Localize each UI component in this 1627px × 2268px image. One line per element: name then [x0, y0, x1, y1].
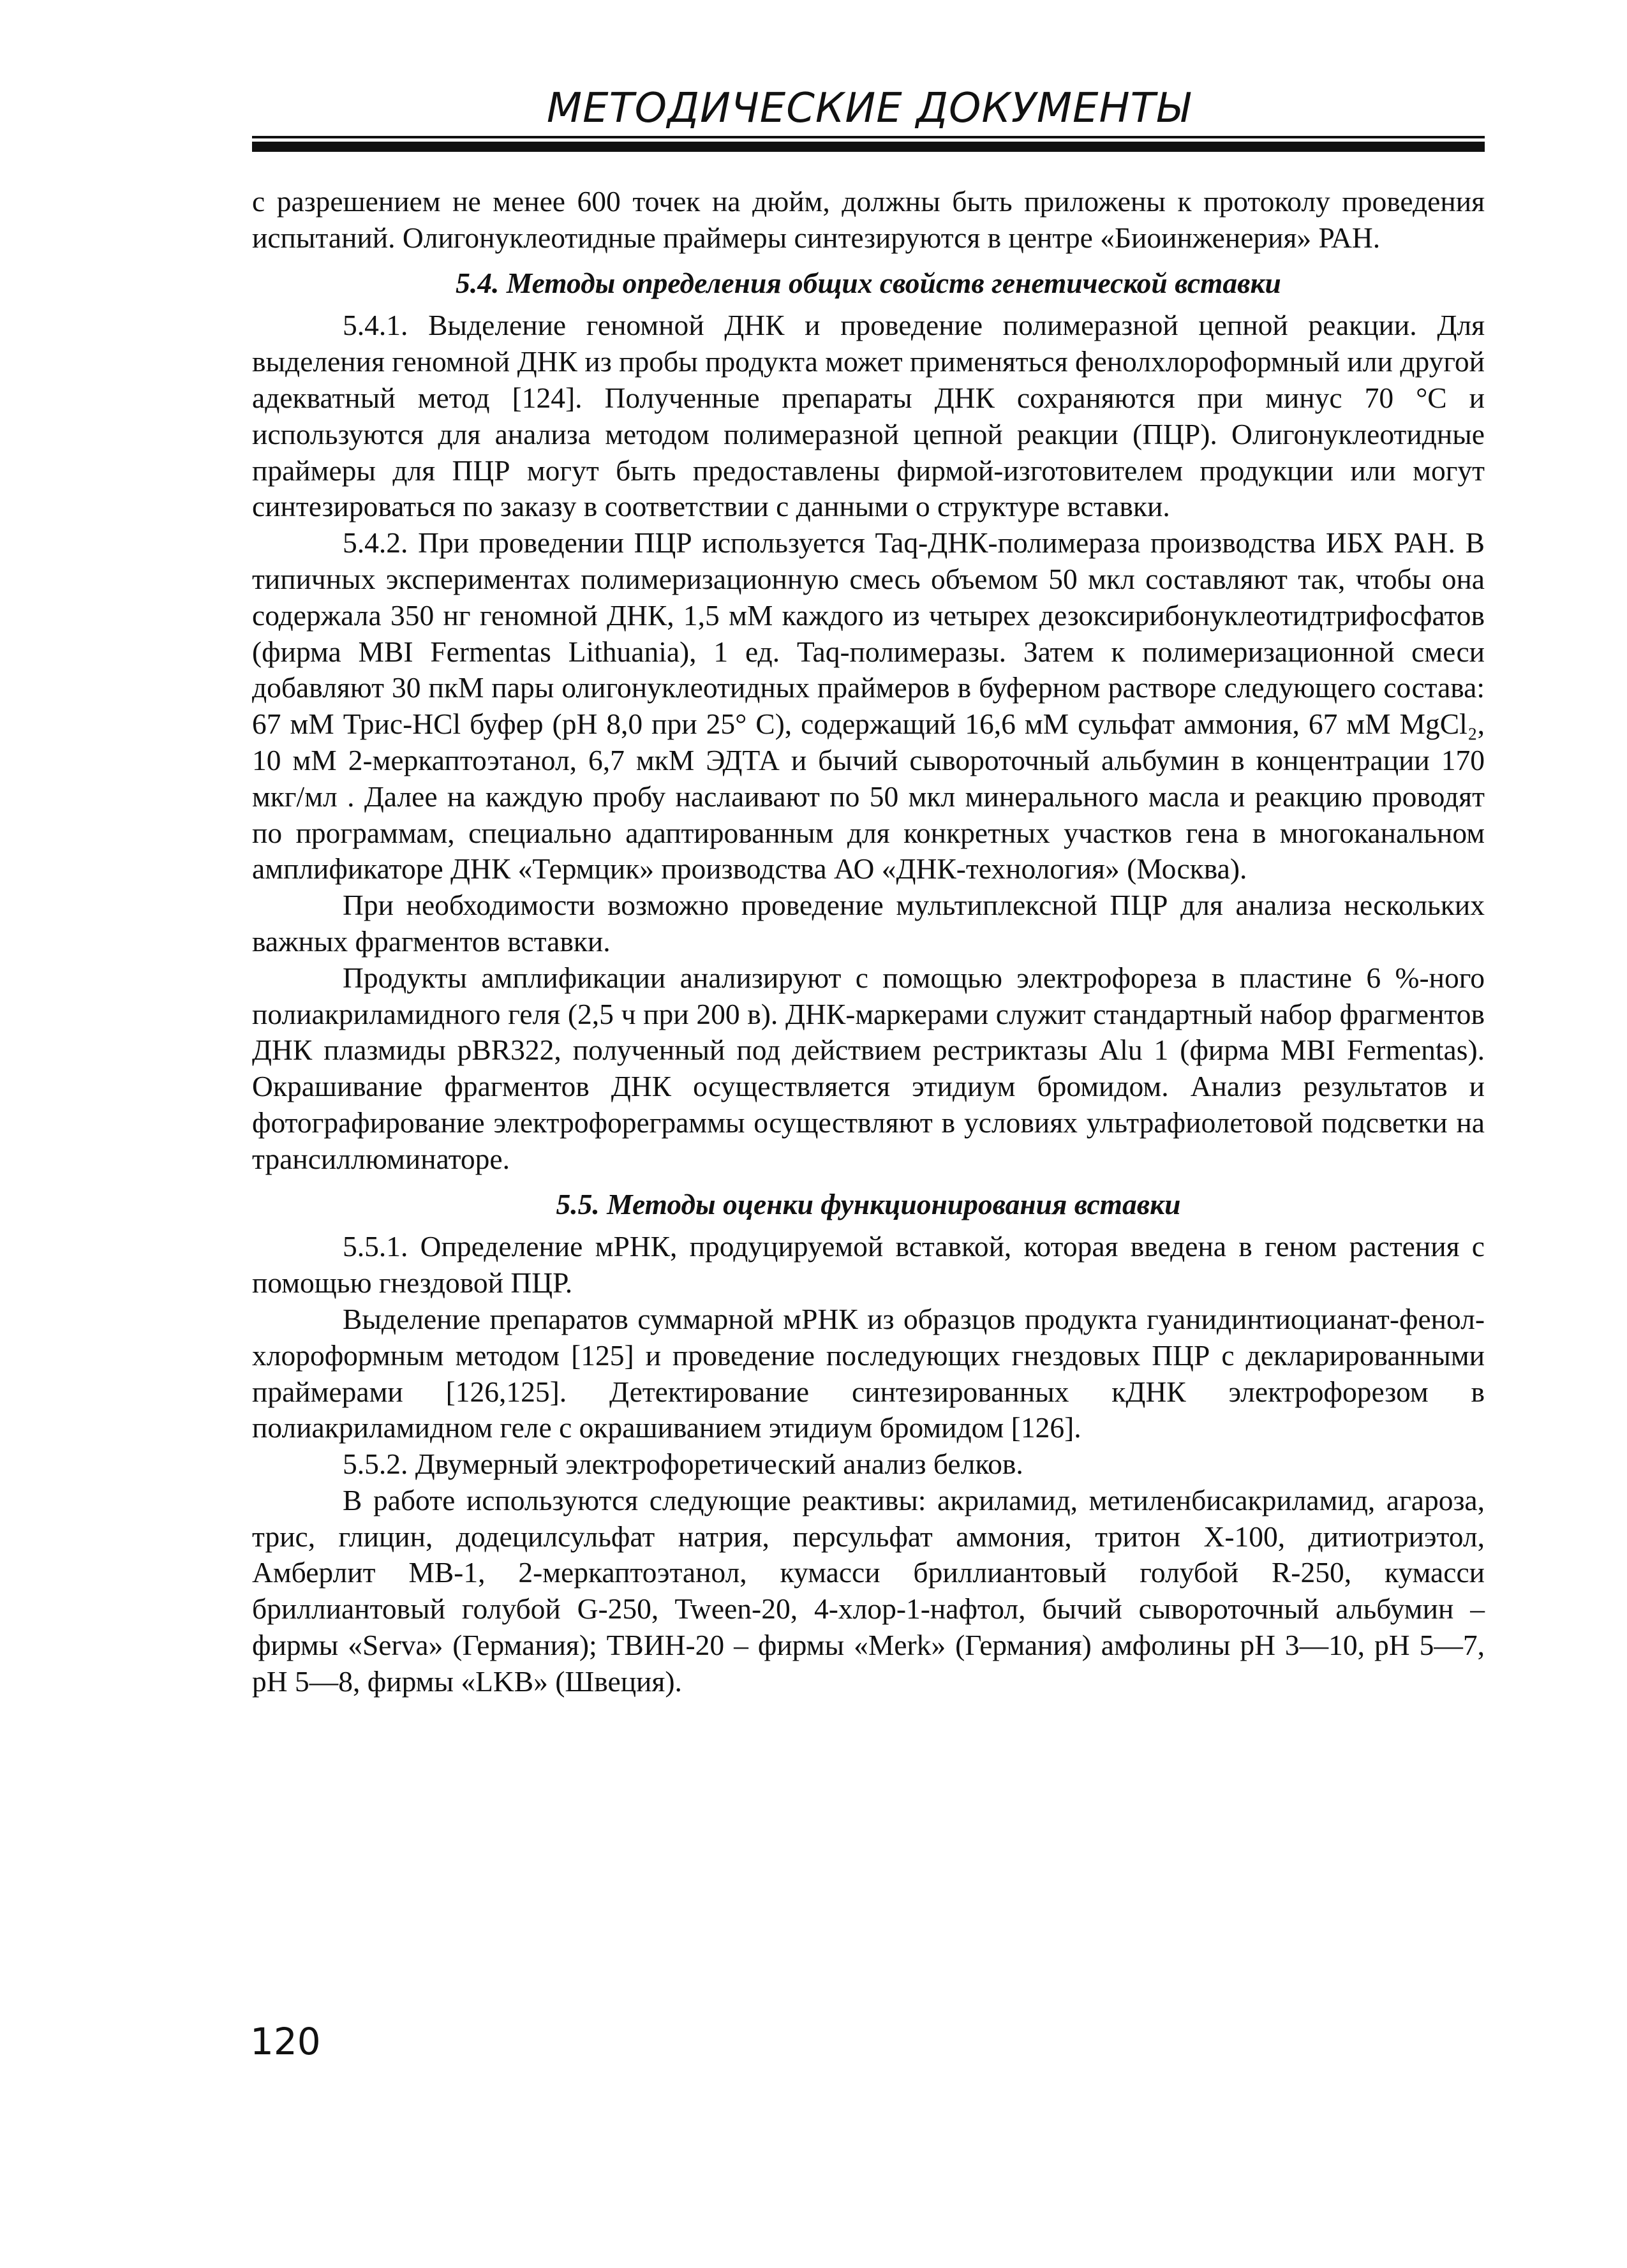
page-number: 120 — [250, 2020, 321, 2063]
paragraph-multiplex-pcr: При необходимости возможно проведение мультиплексной ПЦР для анализа нескольких важных фрагментов вставки. — [252, 889, 1485, 958]
header-rule-thick — [252, 142, 1485, 152]
body-text — [252, 184, 1485, 1700]
section-heading-5-5: 5.5. Методы оценки функционирования вставки — [556, 1187, 1181, 1220]
paragraph-amplification-products: Продукты амплификации анализируют с помощью электрофореза в пластине 6 %-ного полиакриламидного геля (2,5 ч при 200 в). ДНК-маркерами служит стандартный набор фрагментов ДНК плазмиды pBR322, полученный под действием рестриктазы Alu 1 (фирма MBI Fermentas). Окрашивание фрагментов ДНК осуществляется этидиум бромидом. Анализ результатов и фотографирование электрофореграммы осуществляют в условиях ультрафиолетовой подсветки на трансиллюминаторе. — [252, 961, 1485, 1175]
paragraph-reagents: В работе используются следующие реактивы: акриламид, метиленбисакриламид, агароза, трис, глицин, додецилсульфат натрия, персульфат аммония, тритон Х-100, дитиотриэтол, Амберлит МВ-1, 2-меркаптоэтанол, кумасси бриллиантовый голубой R-250, кумасси бриллиантовый голубой G-250, Tween-20, 4-хлор-1-нафтол, бычий сывороточный альбумин – фирмы «Serva» (Германия); ТВИН-20 – фирмы «Merk» (Германия) амфолины рН 3—10, рН 5—7, рН 5—8, фирмы «LKB» (Швеция). — [252, 1483, 1485, 1698]
paragraph-5-5-1: 5.5.1. Определение мРНК, продуцируемой вставкой, которая введена в геном растения с помощью гнездовой ПЦР. — [252, 1230, 1485, 1300]
paragraph-5-4-1: 5.4.1. Выделение геномной ДНК и проведение полимеразной цепной реакции. Для выделения геномной ДНК из пробы продукта может применяться фенолхлороформный или другой адекватный метод [124]. Полученные препараты ДНК сохраняются при минус 70 °С и используются для анализа методом полимеразной цепной реакции (ПЦР). Олигонуклеотидные праймеры для ПЦР могут быть предоставлены фирмой-изготовителем продукции или могут синтезироваться по заказу в соответствии с данными о структуре вставки. — [252, 309, 1485, 523]
paragraph-5-4-2: 5.4.2. При проведении ПЦР используется Taq-ДНК-полимераза производства ИБХ РАН. В типичных экспериментах полимеризационную смесь объемом 50 мкл составляют так, чтобы она содержала 350 нг геномной ДНК, 1,5 мМ каждого из четырех дезоксирибонуклеотидтрифосфатов (фирма MBI Fermentas Lithuania), 1 ед. Taq-полимеразы. Затем к полимеризационной смеси добавляют 30 пкМ пары олигонуклеотидных праймеров в буферном растворе следующего состава: 67 мМ Трис-HCl буфер (рН 8,0 при 25° С), содержащий 16,6 мМ сульфат аммония, 67 мМ MgCl₂, 10 мМ 2-меркаптоэтанол, 6,7 мкМ ЭДТА и бычий сывороточный альбумин в концентрации 170 мкг/мл . Далее на каждую пробу наслаивают по 50 мкл минерального масла и реакцию проводят по программам, специально адаптированным для конкретных участков гена в многоканальном амплификаторе ДНК «Термцик» производства АО «ДНК-технология» (Москва). — [252, 526, 1485, 886]
running-head: МЕТОДИЧЕСКИЕ ДОКУМЕНТЫ — [546, 85, 1191, 132]
paragraph-5-5-2: 5.5.2. Двумерный электрофоретический анализ белков. — [343, 1448, 1023, 1481]
paragraph-continuation: с разрешением не менее 600 точек на дюйм, должны быть приложены к протоколу проведения испытаний. Олигонуклеотидные праймеры синтезируются в центре «Биоинженерия» РАН. — [252, 185, 1485, 254]
section-heading-5-4: 5.4. Методы определения общих свойств генетической вставки — [456, 266, 1281, 299]
paragraph-mrna-isolation: Выделение препаратов суммарной мРНК из образцов продукта гуанидинтиоцианат-фенол-хлороформным методом [125] и проведение последующих гнездовых ПЦР с декларированными праймерами [126,125]. Детектирование синтезированных кДНК электрофорезом в полиакриламидном геле с окрашиванием этидиум бромидом [126]. — [252, 1302, 1485, 1444]
header-rule-thin — [252, 136, 1485, 138]
